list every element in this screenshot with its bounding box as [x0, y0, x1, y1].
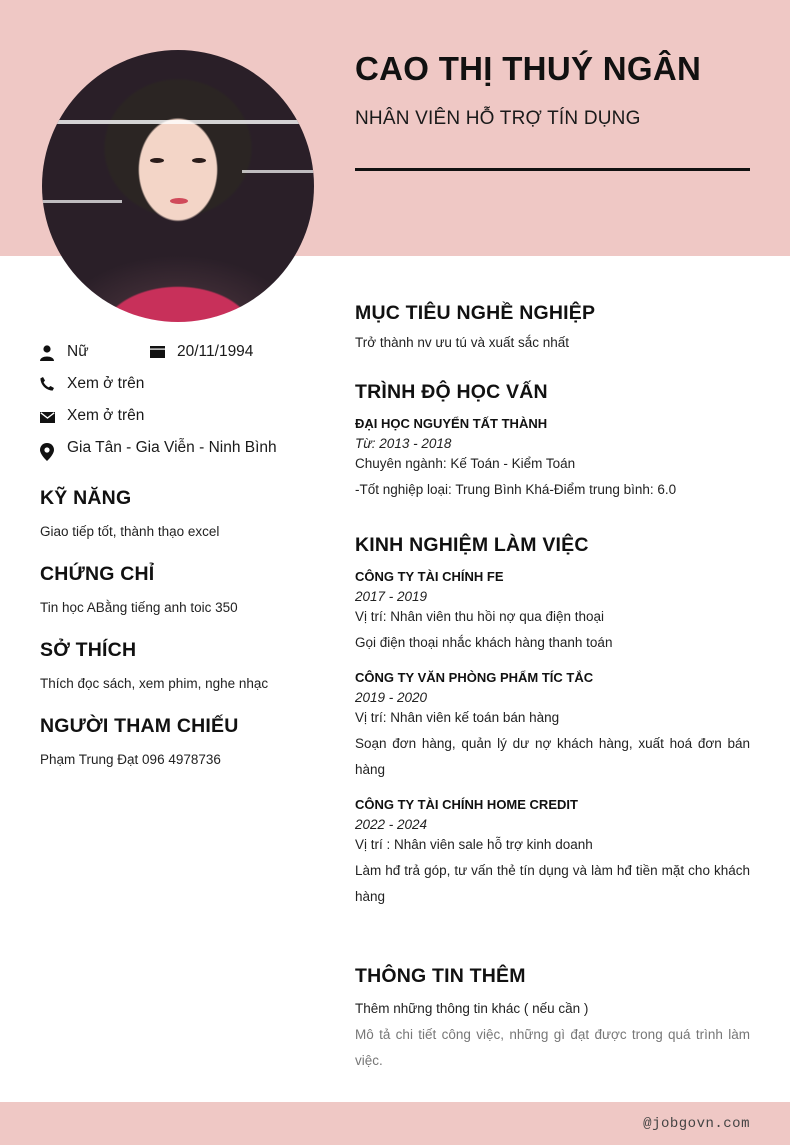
photo-lips: [170, 198, 188, 204]
candidate-name: CAO THỊ THUÝ NGÂN: [355, 50, 702, 87]
photo-eye: [192, 158, 206, 163]
photo-eye: [150, 158, 164, 163]
job-period: 2022 - 2024: [355, 817, 428, 832]
additional-section: [355, 965, 750, 1074]
education-major: Chuyên ngành: Kế Toán - Kiểm Toán: [355, 456, 576, 471]
calendar-icon: [150, 345, 164, 359]
objective-heading: MỤC TIÊU NGHỀ NGHIỆP: [355, 302, 596, 324]
job-company: CÔNG TY TÀI CHÍNH FE: [355, 569, 504, 584]
objective-text: Trở thành nv ưu tú và xuất sắc nhất: [355, 335, 570, 350]
education-section: [355, 381, 750, 503]
contact-email: [40, 407, 144, 425]
job-position: Vị trí: Nhân viên thu hồi nợ qua điện thoại: [355, 609, 605, 624]
job-description: Soạn đơn hàng, quản lý dư nợ khách hàng, xuất hoá đơn bán hàng: [355, 736, 750, 777]
experience-section: [355, 534, 750, 910]
skills-heading: KỸ NĂNG: [40, 487, 132, 509]
profile-photo: [42, 50, 314, 322]
birthday-value: 20/11/1994: [177, 343, 254, 360]
contact-address: [40, 439, 277, 457]
job-company: CÔNG TY TÀI CHÍNH HOME CREDIT: [355, 797, 578, 812]
footer-credit: @jobgovn.com: [643, 1116, 750, 1132]
job-position: Vị trí: Nhân viên kế toán bán hàng: [355, 710, 560, 725]
education-grade: -Tốt nghiệp loại: Trung Bình Khá-Điểm trung bình: 6.0: [355, 482, 677, 497]
photo-background-shelf: [42, 120, 314, 124]
skills-section: [40, 487, 330, 542]
job-period: 2017 - 2019: [355, 589, 428, 604]
header-divider: [355, 168, 750, 171]
phone-value: Xem ở trên: [67, 375, 145, 392]
job-entry: [355, 670, 750, 783]
contact-birthday: [150, 343, 253, 361]
contact-phone: [40, 375, 144, 393]
job-description: Gọi điện thoại nhắc khách hàng thanh toán: [355, 635, 613, 650]
references-text: Phạm Trung Đạt 096 4978736: [40, 752, 221, 767]
job-company: CÔNG TY VĂN PHÒNG PHẨM TÍC TẮC: [355, 670, 594, 685]
address-value: Gia Tân - Gia Viễn - Ninh Bình: [67, 439, 277, 456]
school-name: ĐẠI HỌC NGUYỂN TẤT THÀNH: [355, 416, 548, 431]
education-period: Từ: 2013 - 2018: [355, 436, 452, 451]
certificates-text: Tin học ABằng tiếng anh toic 350: [40, 600, 238, 615]
education-heading: TRÌNH ĐỘ HỌC VẤN: [355, 381, 548, 403]
photo-background-shelf: [242, 170, 314, 173]
hobbies-text: Thích đọc sách, xem phim, nghe nhạc: [40, 676, 269, 691]
certificates-section: [40, 563, 330, 618]
phone-icon: [40, 377, 54, 391]
contact-gender: [40, 343, 89, 361]
email-icon: [40, 409, 54, 423]
additional-heading: THÔNG TIN THÊM: [355, 965, 526, 987]
gender-value: Nữ: [67, 343, 89, 360]
hobbies-section: [40, 639, 330, 694]
location-pin-icon: [40, 441, 54, 455]
experience-heading: KINH NGHIỆM LÀM VIỆC: [355, 534, 589, 556]
job-entry: [355, 797, 750, 910]
email-value: Xem ở trên: [67, 407, 145, 424]
additional-description: Mô tả chi tiết công việc, những gì đạt được trong quá trình làm việc.: [355, 1027, 750, 1068]
certificates-heading: CHỨNG CHỈ: [40, 563, 155, 585]
job-period: 2019 - 2020: [355, 690, 428, 705]
hobbies-heading: SỞ THÍCH: [40, 639, 137, 661]
user-icon: [40, 345, 54, 359]
objective-section: [355, 302, 750, 356]
job-description: Làm hđ trả góp, tư vấn thẻ tín dụng và làm hđ tiền mặt cho khách hàng: [355, 863, 750, 904]
skills-text: Giao tiếp tốt, thành thạo excel: [40, 524, 220, 539]
job-entry: [355, 569, 750, 656]
additional-line: Thêm những thông tin khác ( nếu cần ): [355, 1001, 589, 1016]
references-section: [40, 715, 330, 770]
photo-background-shelf: [42, 200, 122, 203]
job-position: Vị trí : Nhân viên sale hỗ trợ kinh doanh: [355, 837, 593, 852]
job-title: NHÂN VIÊN HỖ TRỢ TÍN DỤNG: [355, 108, 641, 129]
references-heading: NGƯỜI THAM CHIẾU: [40, 715, 239, 737]
